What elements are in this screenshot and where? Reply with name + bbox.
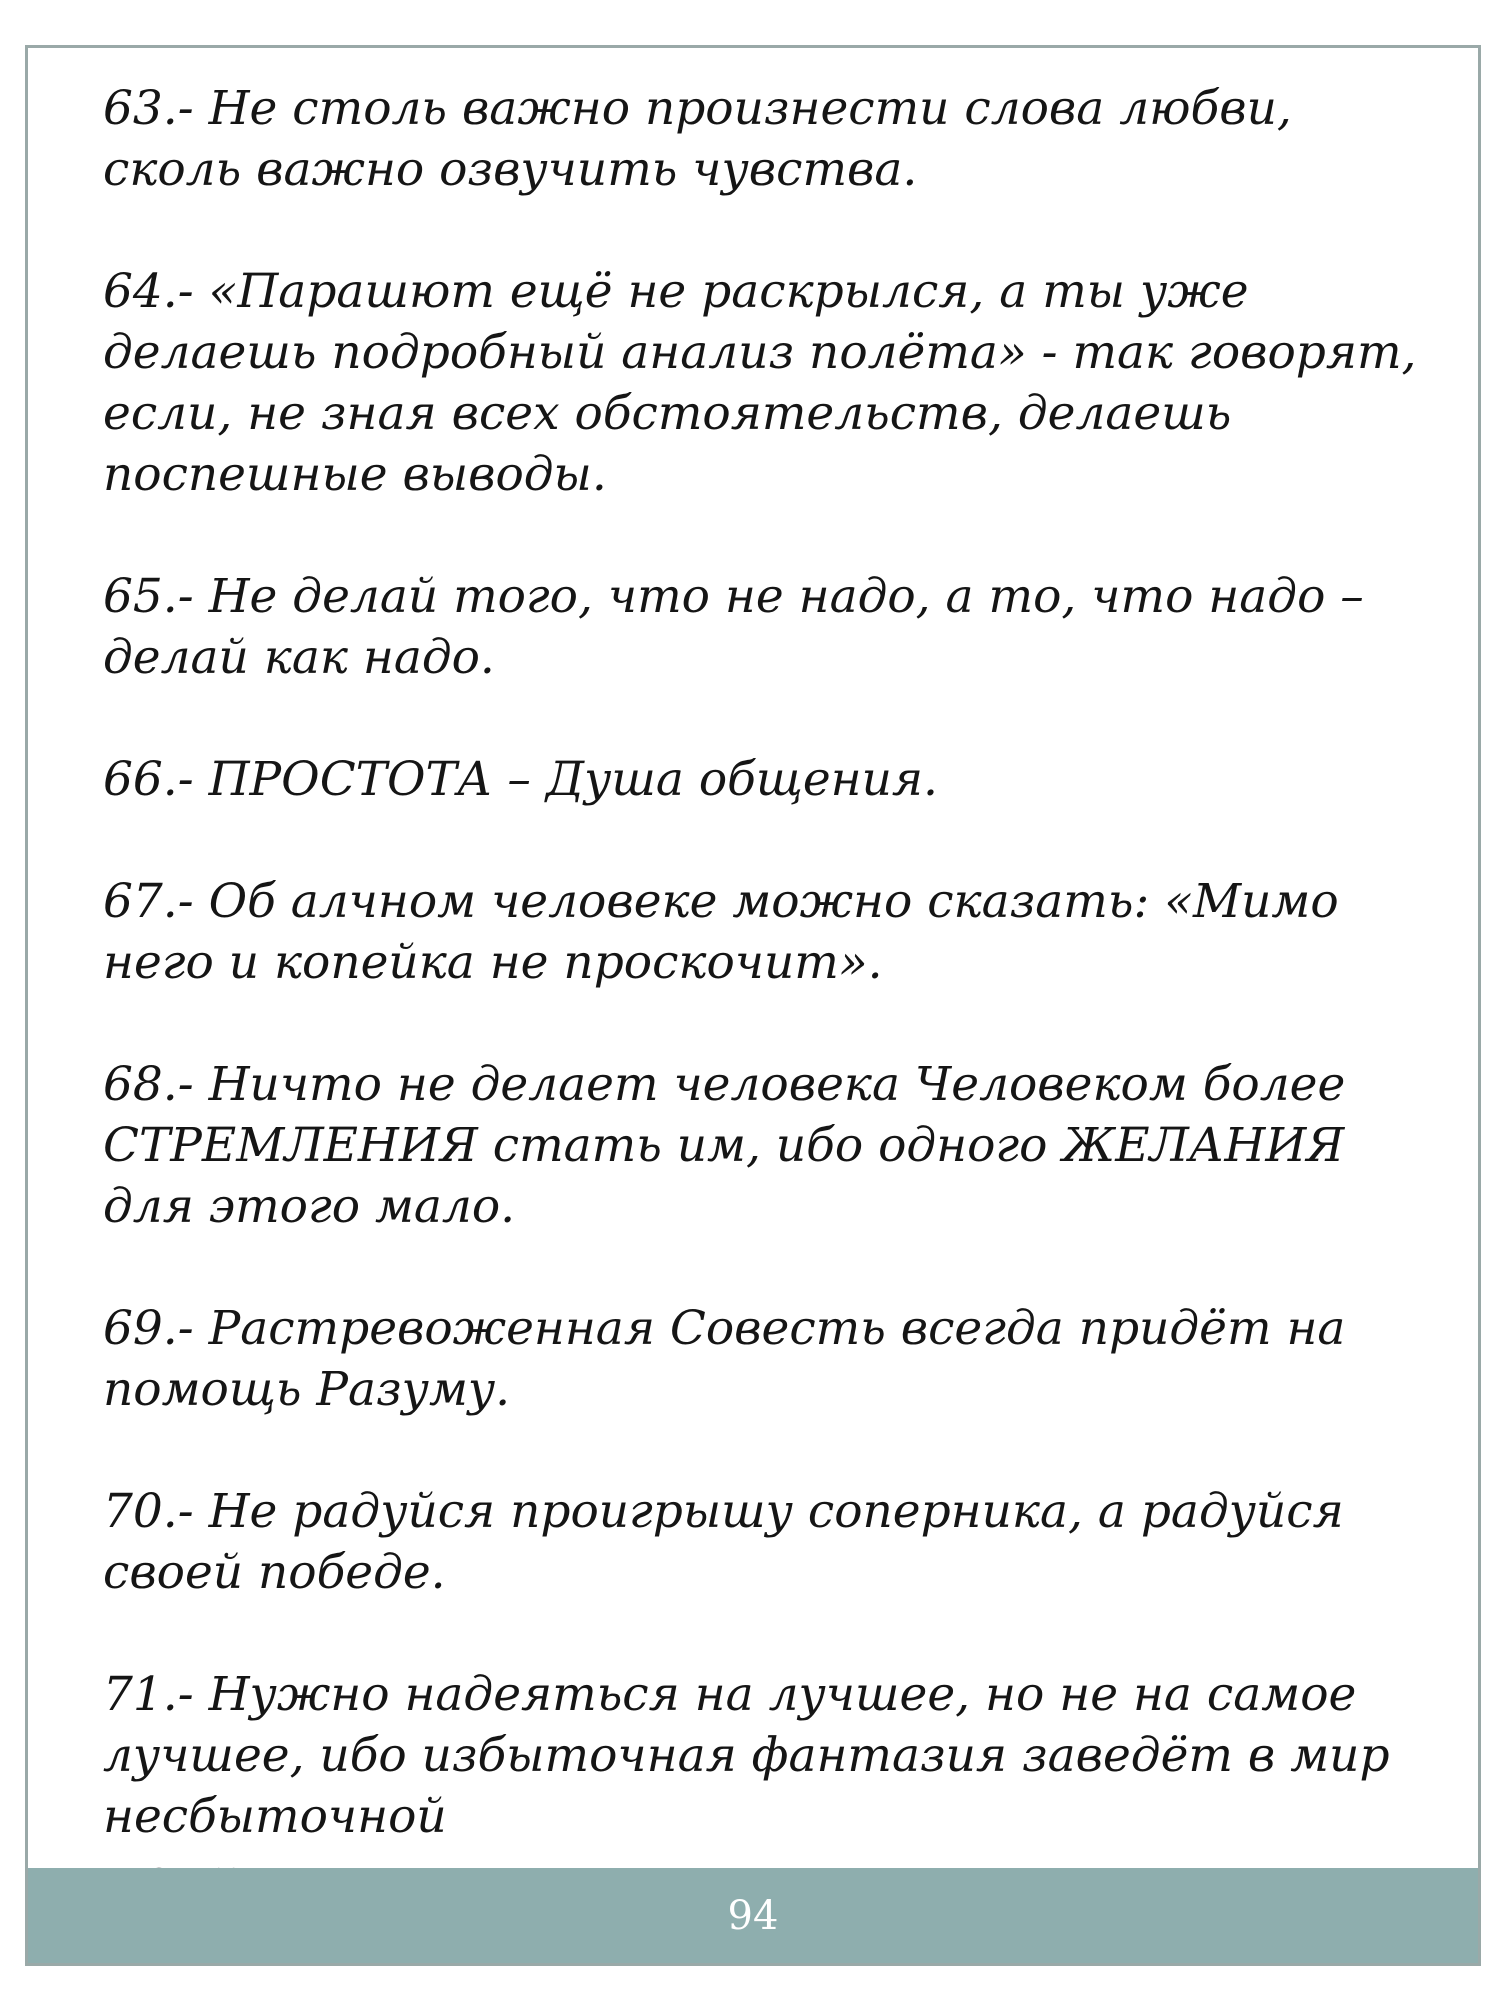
aphorism-68: 68.- Ничто не делает человека Человеком более СТРЕМЛЕНИЯ стать им, ибо одного ЖЕЛАНИЯ для этого мало. <box>103 1057 1346 1234</box>
page-content <box>103 78 1463 1969</box>
footer-bar <box>28 1868 1478 1963</box>
page-number: 94 <box>727 1892 779 1939</box>
aphorism-70: 70.- Не радуйся проигрышу соперника, а радуйся своей победе. <box>103 1484 1344 1600</box>
aphorism-65: 65.- Не делай того, что не надо, а то, что надо – делай как надо. <box>103 569 1364 685</box>
aphorism-64: 64.- «Парашют ещё не раскрылся, а ты уже делаешь подробный анализ полёта» - так говорят, если, не зная всех обстоятельств, делаешь поспешные выводы. <box>103 264 1417 502</box>
aphorism-63: 63.- Не столь важно произнести слова любви, сколь важно озвучить чувства. <box>103 81 1292 197</box>
aphorism-69: 69.- Растревоженная Совесть всегда придёт на помощь Разуму. <box>103 1301 1346 1417</box>
aphorism-71: 71.- Нужно надеяться на лучшее, но не на самое лучшее, ибо избыточная фантазия заведёт в мир несбыточной <box>103 1667 1390 1844</box>
page-frame <box>25 45 1481 1966</box>
aphorism-66: 66.- ПРОСТОТА – Душа общения. <box>103 752 938 807</box>
aphorism-67: 67.- Об алчном человеке можно сказать: «Мимо него и копейка не проскочит». <box>103 874 1339 990</box>
